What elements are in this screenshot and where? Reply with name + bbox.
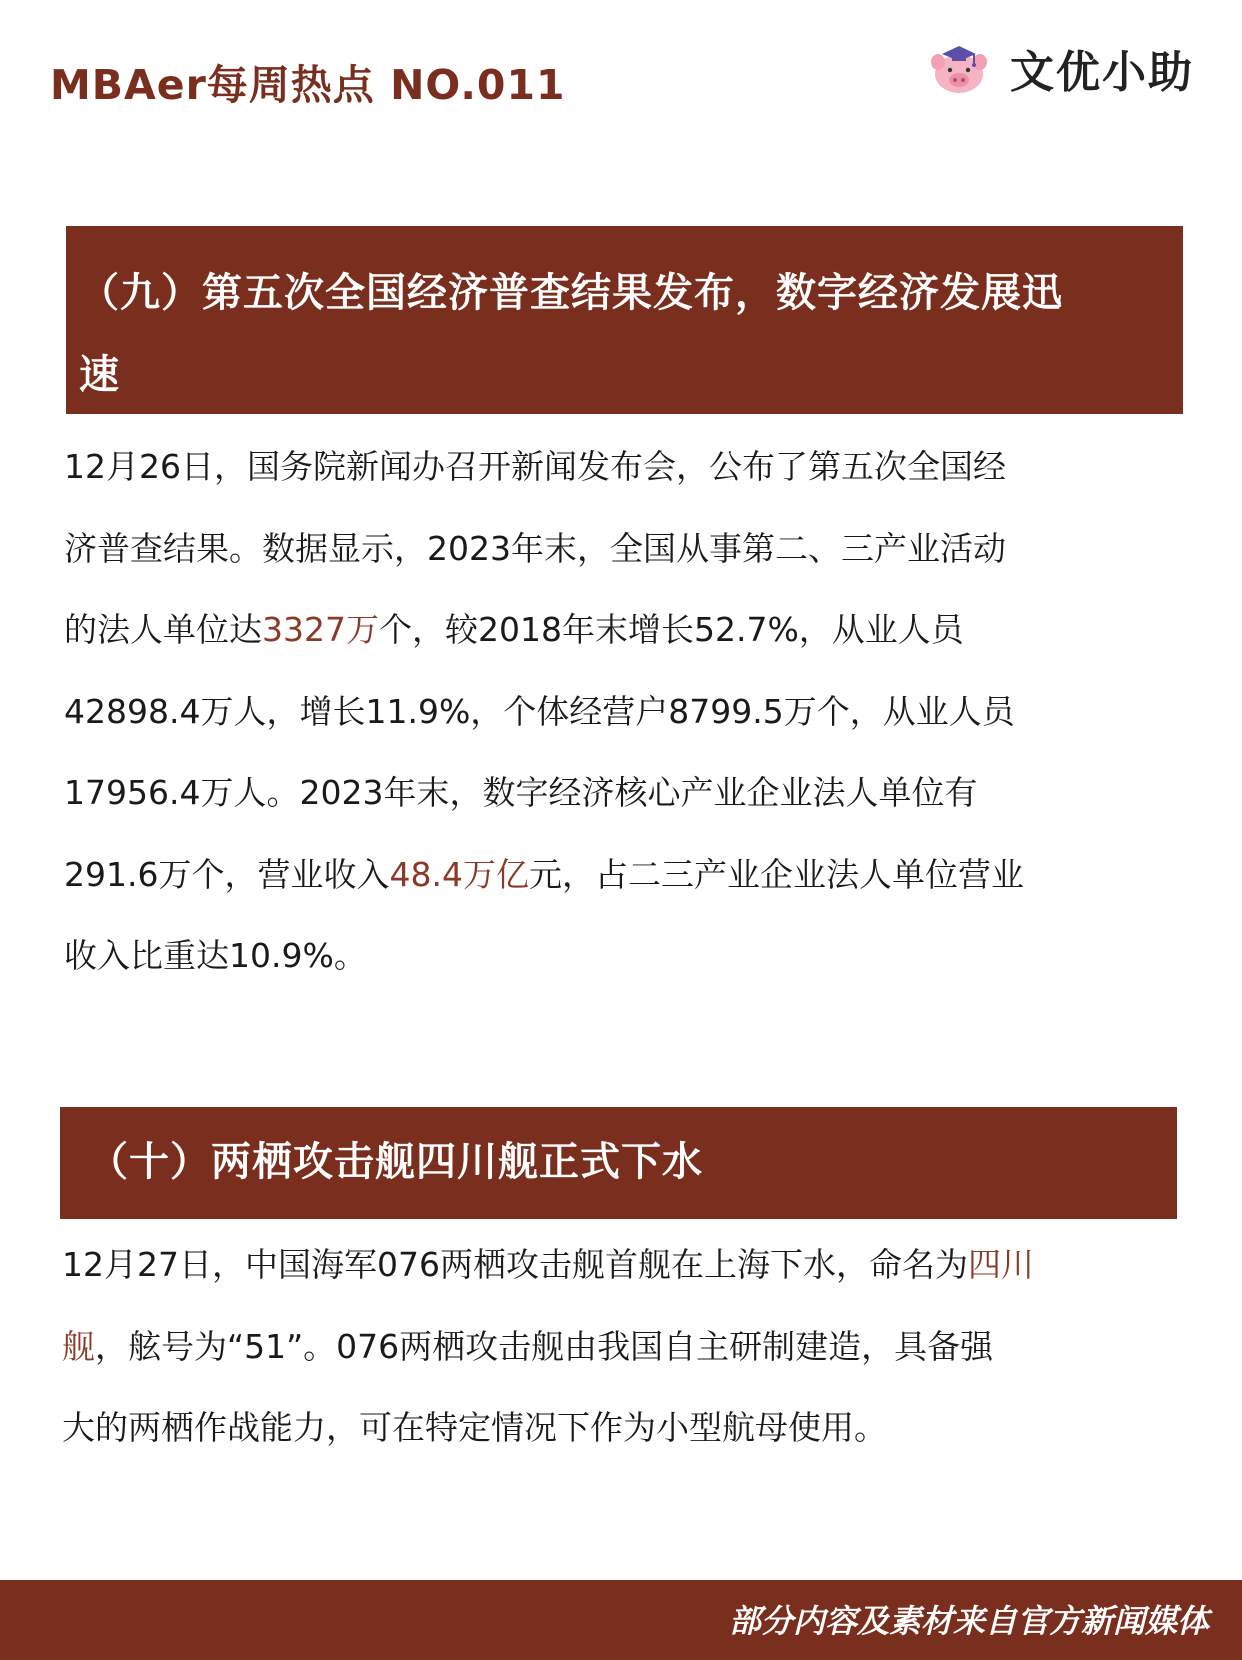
body-text-segment: ，舷号为“51”。076两栖攻击舰由我国自主研制建造，具备强	[95, 1326, 994, 1366]
section-heading-10	[60, 1107, 1177, 1219]
body-line: 收入比重达10.9%。	[64, 936, 367, 975]
body-line	[64, 589, 1024, 671]
section-heading-9	[66, 226, 1183, 414]
body-line: 大的两栖作战能力，可在特定情况下作为小型航母使用。	[62, 1408, 887, 1447]
brand-name: 文优小助	[1010, 47, 1194, 98]
footer-source-note: 部分内容及素材来自官方新闻媒体	[728, 1602, 1209, 1640]
section-heading-line: （十）两栖攻击舰四川舰正式下水	[88, 1138, 703, 1185]
body-text-segment: 个，较2018年末增长52.7%，从业人员	[378, 610, 964, 649]
section-body-10	[62, 1224, 1034, 1469]
section-heading-line: 速	[79, 350, 120, 398]
pig-graduate-mascot-icon	[928, 38, 990, 98]
body-line	[62, 1306, 1034, 1388]
section-body-9	[64, 426, 1024, 997]
highlight-value: 48.4万亿	[389, 854, 529, 894]
body-text-segment: 的法人单位达	[64, 610, 262, 649]
body-line: 42898.4万人，增长11.9%，个体经营户8799.5万个，从业人员	[64, 691, 1015, 731]
body-line	[62, 1224, 1034, 1306]
brand	[928, 38, 1194, 98]
body-line: 17956.4万人。2023年末，数字经济核心产业企业法人单位有	[64, 773, 978, 812]
highlight-value: 舰	[62, 1326, 95, 1366]
highlight-value: 3327万	[262, 610, 379, 649]
page-title: MBAer每周热点 NO.011	[50, 61, 566, 109]
body-line: 12月26日，国务院新闻办召开新闻发布会，公布了第五次全国经	[64, 447, 1006, 486]
body-line: 济普查结果。数据显示，2023年末，全国从事第二、三产业活动	[64, 528, 1006, 568]
body-line	[64, 834, 1024, 916]
body-text-segment: 291.6万个，营业收入	[64, 854, 390, 894]
section-heading-line: （九）第五次全国经济普查结果发布，数字经济发展迅	[79, 269, 1063, 316]
body-text-segment: 元，占二三产业企业法人单位营业	[528, 854, 1024, 894]
footer-bar	[0, 1580, 1242, 1660]
highlight-value: 四川	[967, 1245, 1034, 1284]
body-text-segment: 12月27日，中国海军076两栖攻击舰首舰在上海下水，命名为	[62, 1245, 968, 1284]
